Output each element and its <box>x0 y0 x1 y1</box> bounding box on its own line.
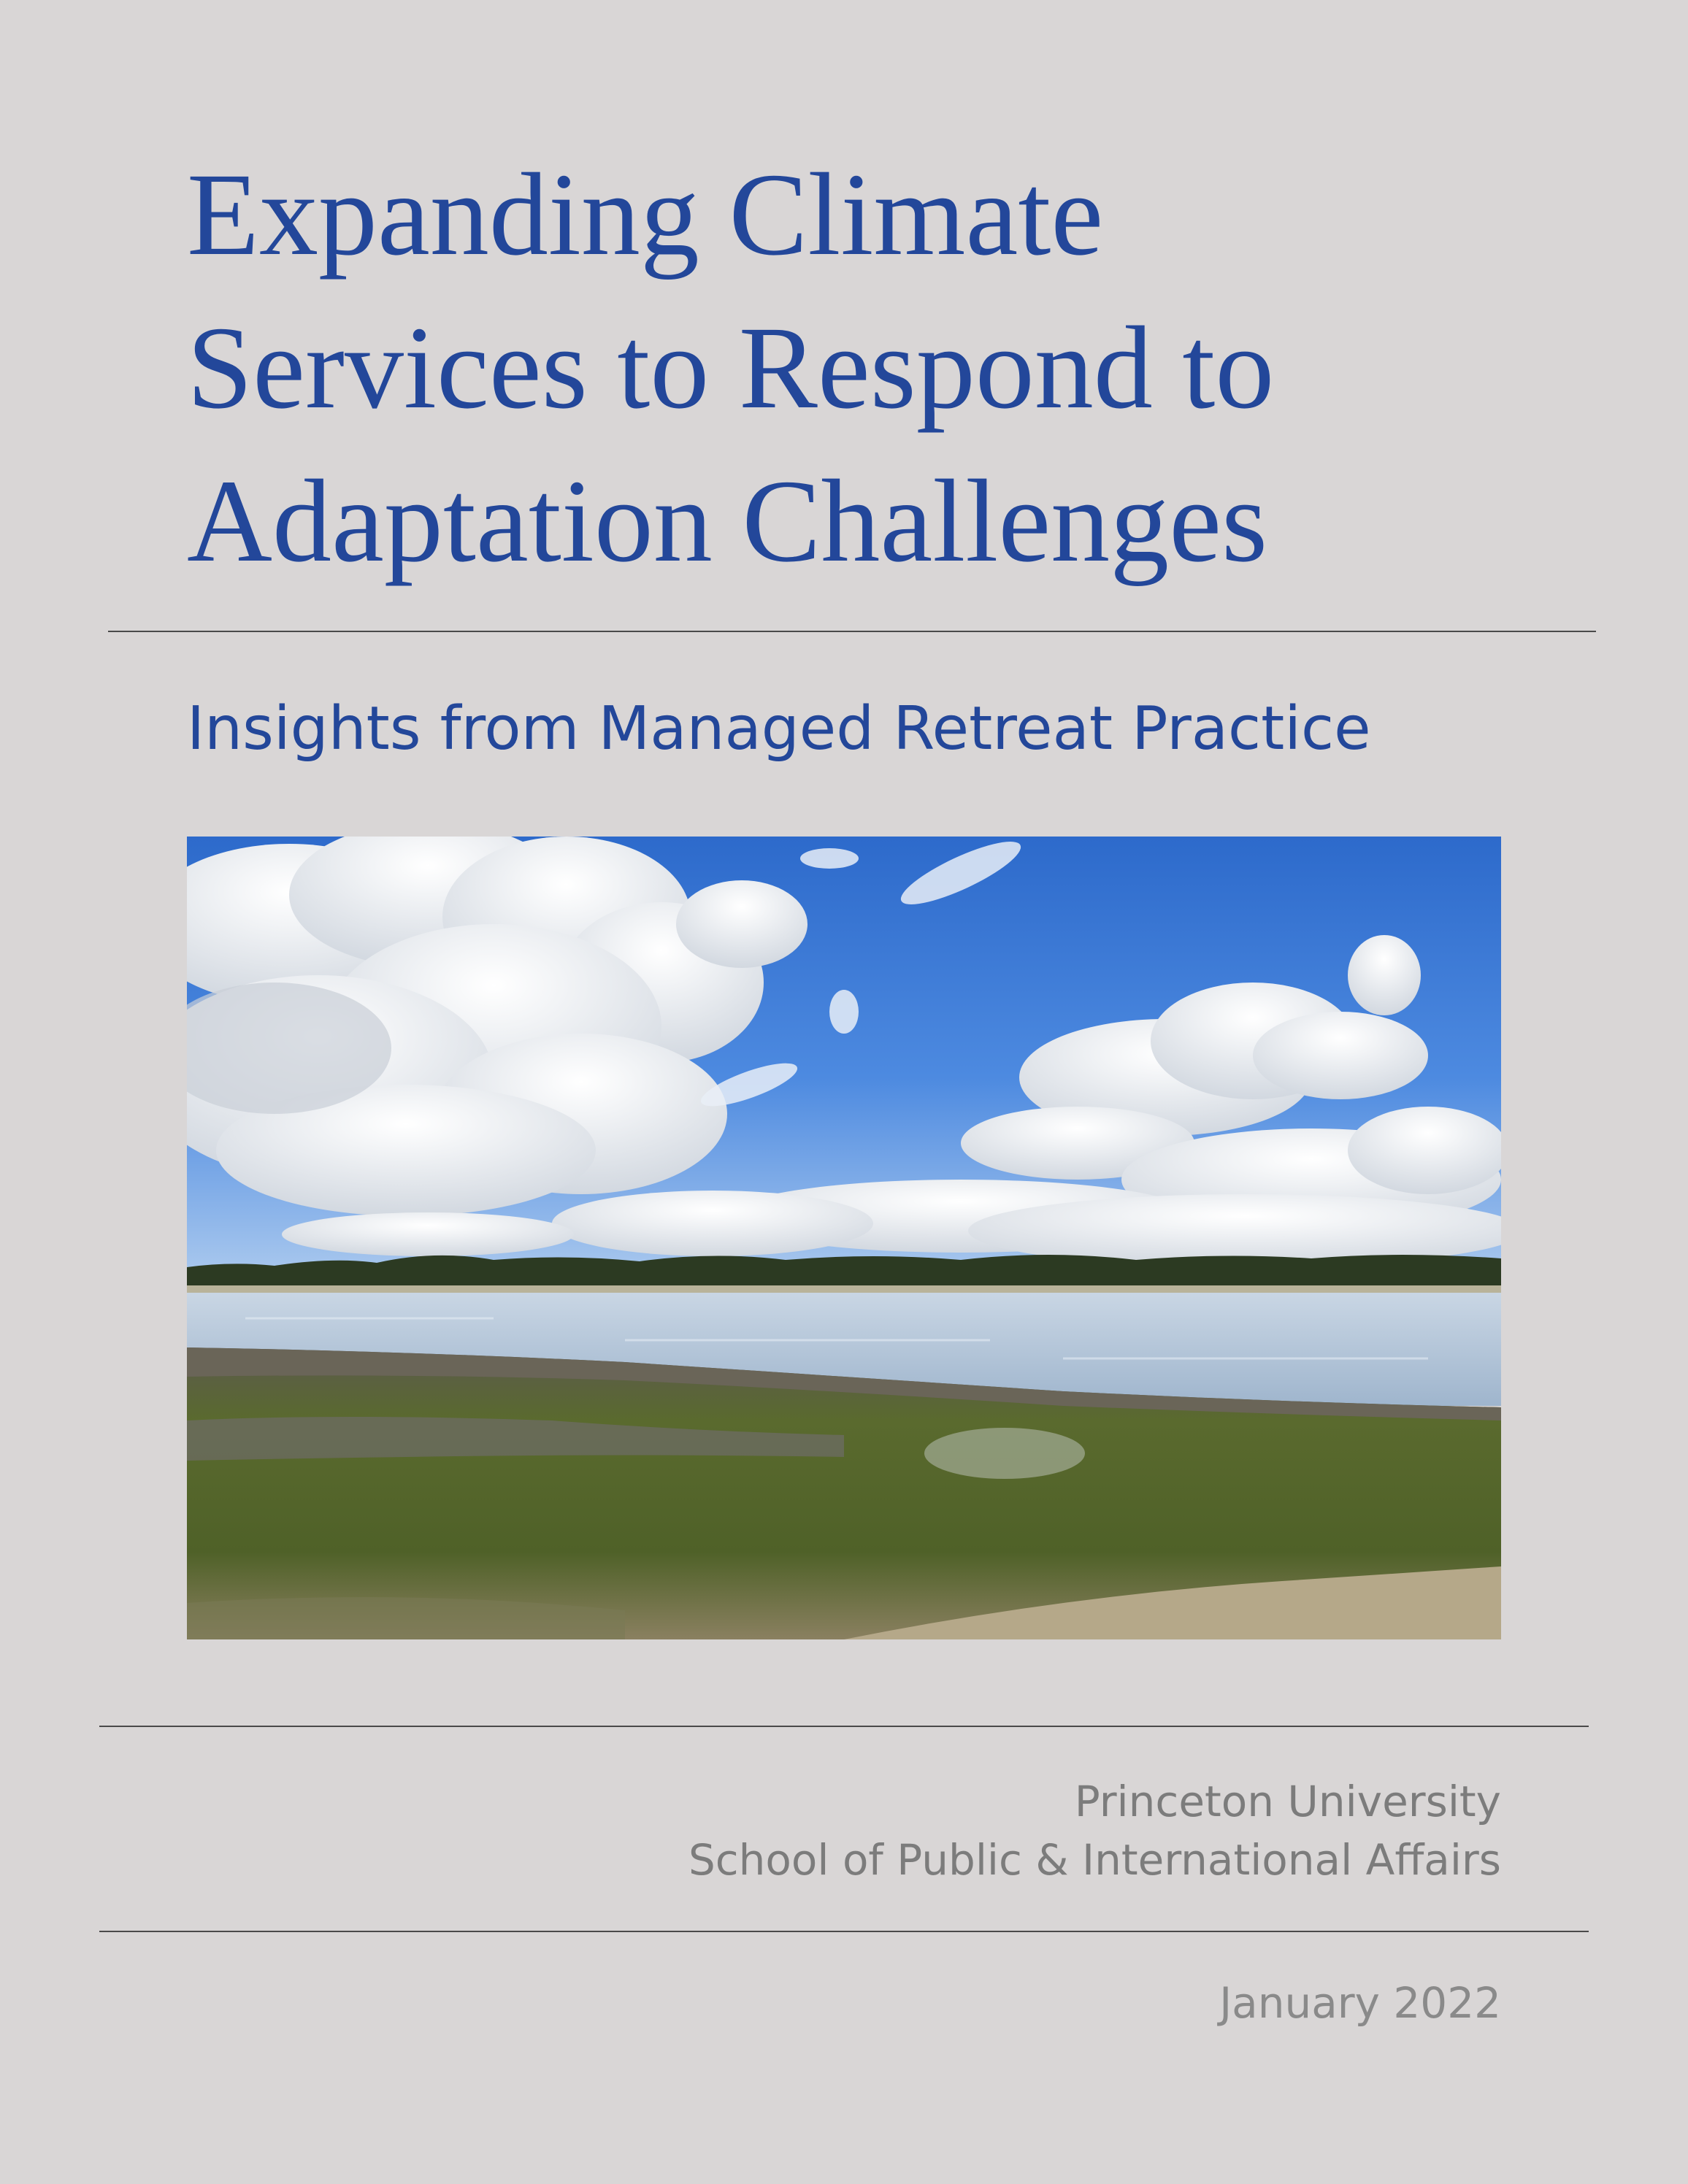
title-line-1: Expanding Climate <box>187 150 1104 280</box>
divider-top <box>108 631 1596 632</box>
report-title <box>187 139 1574 599</box>
publication-date: January 2022 <box>1219 1978 1501 2028</box>
report-subtitle: Insights from Managed Retreat Practice <box>187 694 1371 764</box>
river-landscape-photo-icon <box>187 837 1501 1639</box>
title-line-3: Adaptation Challenges <box>187 456 1268 587</box>
institution-name: Princeton University <box>1074 1777 1501 1826</box>
institution-block <box>688 1772 1501 1889</box>
divider-middle <box>99 1726 1589 1727</box>
title-line-2: Services to Respond to <box>187 303 1275 434</box>
institution-school: School of Public & International Affairs <box>688 1835 1501 1885</box>
cover-photo <box>187 837 1501 1639</box>
divider-bottom <box>99 1931 1589 1932</box>
